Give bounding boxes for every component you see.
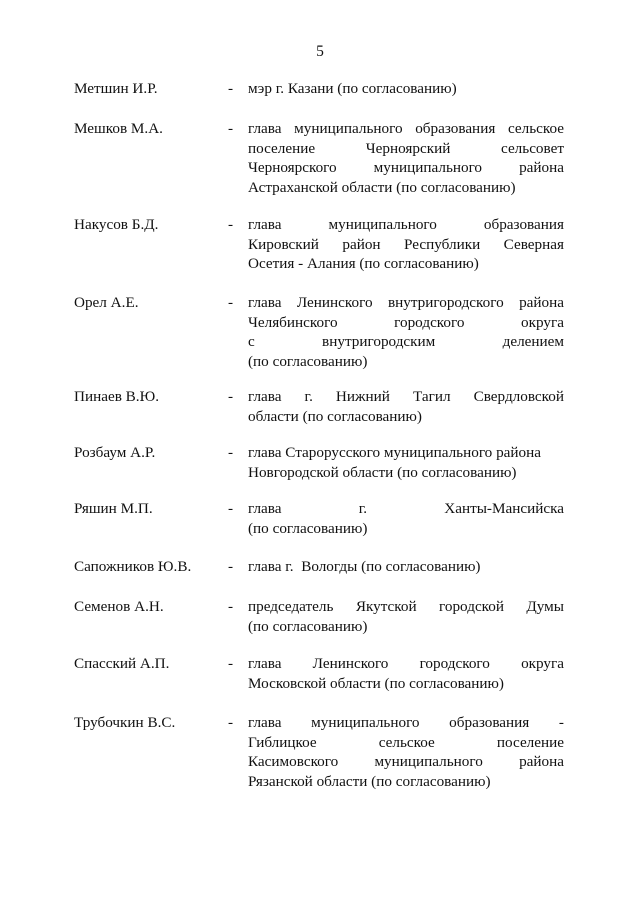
member-position <box>248 119 564 197</box>
position-line: поселение Черноярский сельсовет <box>248 139 564 157</box>
position-line: Касимовского муниципального района <box>248 753 564 771</box>
member-name: Спасский А.П. <box>74 655 170 672</box>
list-item <box>74 597 564 636</box>
position-line: глава Ленинского городского округа <box>248 655 564 672</box>
position-line: Черноярского муниципального района <box>248 159 564 177</box>
separator-dash: - <box>228 80 234 97</box>
member-name: Метшин И.Р. <box>74 80 158 97</box>
member-name: Семенов А.Н. <box>74 598 164 615</box>
member-name: Розбаум А.Р. <box>74 444 156 461</box>
separator-dash: - <box>228 714 234 731</box>
member-name: Орел А.Е. <box>74 294 139 311</box>
position-line: глава г. Нижний Тагил Свердловской <box>248 388 564 405</box>
position-line: мэр г. Казани (по согласованию) <box>248 80 457 97</box>
member-name: Мешков М.А. <box>74 120 163 137</box>
position-line: глава г. Вологды (по согласованию) <box>248 558 481 575</box>
position-line: глава Старорусского муниципального района <box>248 444 541 461</box>
position-line: Челябинского городского округа <box>248 313 564 331</box>
member-position <box>248 499 564 538</box>
list-item <box>74 499 564 538</box>
position-line: глава муниципального образования <box>248 216 564 233</box>
member-position <box>248 215 564 274</box>
position-line: Осетия - Алания (по согласованию) <box>248 255 479 273</box>
separator-dash: - <box>228 558 234 575</box>
position-line: глава Ленинского внутригородского района <box>248 294 564 311</box>
list-item <box>74 654 564 693</box>
list-item <box>74 443 564 482</box>
member-name: Сапожников Ю.В. <box>74 558 192 575</box>
member-name: Трубочкин В.С. <box>74 714 176 731</box>
position-line: Гиблицкое сельское поселение <box>248 733 564 751</box>
separator-dash: - <box>228 444 234 461</box>
list-item <box>74 119 564 197</box>
list-item <box>74 557 564 577</box>
list-item <box>74 79 564 99</box>
separator-dash: - <box>228 120 234 137</box>
list-item <box>74 387 564 426</box>
position-line: глава муниципального образования сельское <box>248 120 564 137</box>
member-position <box>248 387 564 426</box>
list-item <box>74 713 564 791</box>
separator-dash: - <box>228 216 234 233</box>
page-number: 5 <box>316 43 324 60</box>
member-position <box>248 443 564 482</box>
member-position <box>248 79 564 99</box>
position-line: области (по согласованию) <box>248 407 422 425</box>
position-line: глава муниципального образования - <box>248 714 564 731</box>
member-name: Пинаев В.Ю. <box>74 388 160 405</box>
position-line: Новгородской области (по согласованию) <box>248 463 517 481</box>
member-position <box>248 654 564 693</box>
member-position <box>248 293 564 371</box>
separator-dash: - <box>228 598 234 615</box>
position-line: Рязанской области (по согласованию) <box>248 772 491 790</box>
position-line: Московской области (по согласованию) <box>248 674 504 692</box>
member-position <box>248 597 564 636</box>
separator-dash: - <box>228 500 234 517</box>
position-line: с внутригородским делением <box>248 333 564 351</box>
member-position <box>248 713 564 791</box>
member-name: Ряшин М.П. <box>74 500 153 517</box>
list-item <box>74 215 564 274</box>
list-item <box>74 293 564 371</box>
position-line: глава г. Ханты-Мансийска <box>248 500 564 517</box>
position-line: (по согласованию) <box>248 617 368 635</box>
separator-dash: - <box>228 388 234 405</box>
member-name: Накусов Б.Д. <box>74 216 159 233</box>
position-line: председатель Якутской городской Думы <box>248 598 564 615</box>
position-line: Кировский район Республики Северная <box>248 235 564 253</box>
position-line: (по согласованию) <box>248 352 368 370</box>
member-position <box>248 557 564 577</box>
separator-dash: - <box>228 655 234 672</box>
position-line: Астраханской области (по согласованию) <box>248 178 516 196</box>
position-line: (по согласованию) <box>248 519 368 537</box>
separator-dash: - <box>228 294 234 311</box>
